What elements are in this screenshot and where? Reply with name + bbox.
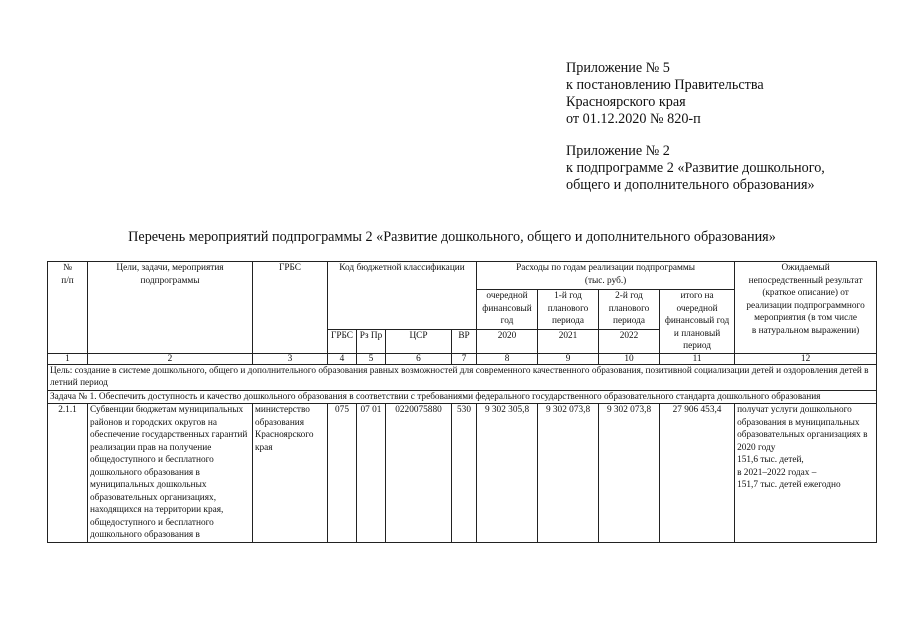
- task-text: Задача № 1. Обеспечить доступность и качество дошкольного образования в соответствии с требованиями федерального государственного образовательного стандарта дошкольного образования: [48, 390, 877, 404]
- header-num: № п/п: [48, 262, 88, 354]
- column-numbers-row: [48, 353, 877, 364]
- header-code-grbs: ГРБС: [328, 330, 357, 353]
- task-row: [48, 390, 877, 404]
- header-year-2022: 2022: [599, 330, 660, 353]
- row-code-rzpr: 07 01: [357, 404, 386, 543]
- table-row: [48, 404, 877, 543]
- annex-main-block: [566, 60, 764, 128]
- annex-sub-line: общего и дополнительного образования»: [566, 177, 815, 193]
- annex-sub-block: [566, 143, 825, 194]
- header-year-plan1: 1-й год планового периода: [538, 290, 599, 330]
- header-row-1: [48, 262, 877, 290]
- header-grbs: ГРБС: [253, 262, 328, 354]
- column-number: 4: [328, 353, 357, 364]
- row-value-2020: 9 302 305,8: [477, 404, 538, 543]
- column-number: 9: [538, 353, 599, 364]
- row-code-vr: 530: [452, 404, 477, 543]
- row-value-2022: 9 302 073,8: [599, 404, 660, 543]
- header-budget-code: Код бюджетной классификации: [328, 262, 477, 330]
- header-year-2021: 2021: [538, 330, 599, 353]
- column-number: 5: [357, 353, 386, 364]
- column-number: 11: [660, 353, 735, 364]
- row-total: 27 906 453,4: [660, 404, 735, 543]
- goal-row: [48, 364, 877, 390]
- measures-table: [47, 261, 877, 543]
- annex-sub-line: к подпрограмме 2 «Развитие дошкольного,: [566, 160, 825, 176]
- header-result: Ожидаемый непосредственный результат (краткое описание) от реализации подпрограммного мероприятия (в том числе в натуральном выражении): [735, 262, 877, 354]
- row-name: Субвенции бюджетам муниципальных районов и городских округов на обеспечение государственных гарантий реализации прав на получение общедоступного и бесплатного дошкольного образования в муниципальных дошкольных образовательных организациях, находящихся на территории края, общедоступного и бесплатного дошкольного образования в: [88, 404, 253, 543]
- row-grbs: министерство образования Красноярского края: [253, 404, 328, 543]
- row-code-csr: 0220075880: [386, 404, 452, 543]
- row-result: получат услуги дошкольного образования в муниципальных образовательных организациях в 2020 году 151,6 тыс. детей, в 2021–2022 годах – 151,7 тыс. детей ежегодно: [735, 404, 877, 543]
- annex-main-line: Приложение № 5: [566, 60, 670, 76]
- document-title: Перечень мероприятий подпрограммы 2 «Развитие дошкольного, общего и дополнительного образования»: [128, 229, 776, 245]
- column-number: 6: [386, 353, 452, 364]
- column-number: 7: [452, 353, 477, 364]
- column-number: 10: [599, 353, 660, 364]
- header-code-csr: ЦСР: [386, 330, 452, 353]
- goal-text: Цель: создание в системе дошкольного, общего и дополнительного образования равных возможностей для современного качественного образования, позитивной социализации детей и оздоровления детей в летний период: [48, 364, 877, 390]
- header-year-total: итого на очередной финансовый год и плановый период: [660, 290, 735, 354]
- row-value-2021: 9 302 073,8: [538, 404, 599, 543]
- annex-main-line: от 01.12.2020 № 820-п: [566, 111, 701, 127]
- annex-sub-line: Приложение № 2: [566, 143, 670, 159]
- column-number: 8: [477, 353, 538, 364]
- column-number: 3: [253, 353, 328, 364]
- header-year-2020: 2020: [477, 330, 538, 353]
- header-code-rzpr: Рз Пр: [357, 330, 386, 353]
- header-goals: Цели, задачи, мероприятия подпрограммы: [88, 262, 253, 354]
- header-expenses: Расходы по годам реализации подпрограммы (тыс. руб.): [477, 262, 735, 290]
- column-number: 2: [88, 353, 253, 364]
- header-code-vr: ВР: [452, 330, 477, 353]
- column-number: 1: [48, 353, 88, 364]
- header-year-plan2: 2-й год планового периода: [599, 290, 660, 330]
- annex-main-line: к постановлению Правительства: [566, 77, 764, 93]
- row-num: 2.1.1: [48, 404, 88, 543]
- row-code-grbs: 075: [328, 404, 357, 543]
- header-year-current: очередной финансовый год: [477, 290, 538, 330]
- annex-main-line: Красноярского края: [566, 94, 686, 110]
- column-number: 12: [735, 353, 877, 364]
